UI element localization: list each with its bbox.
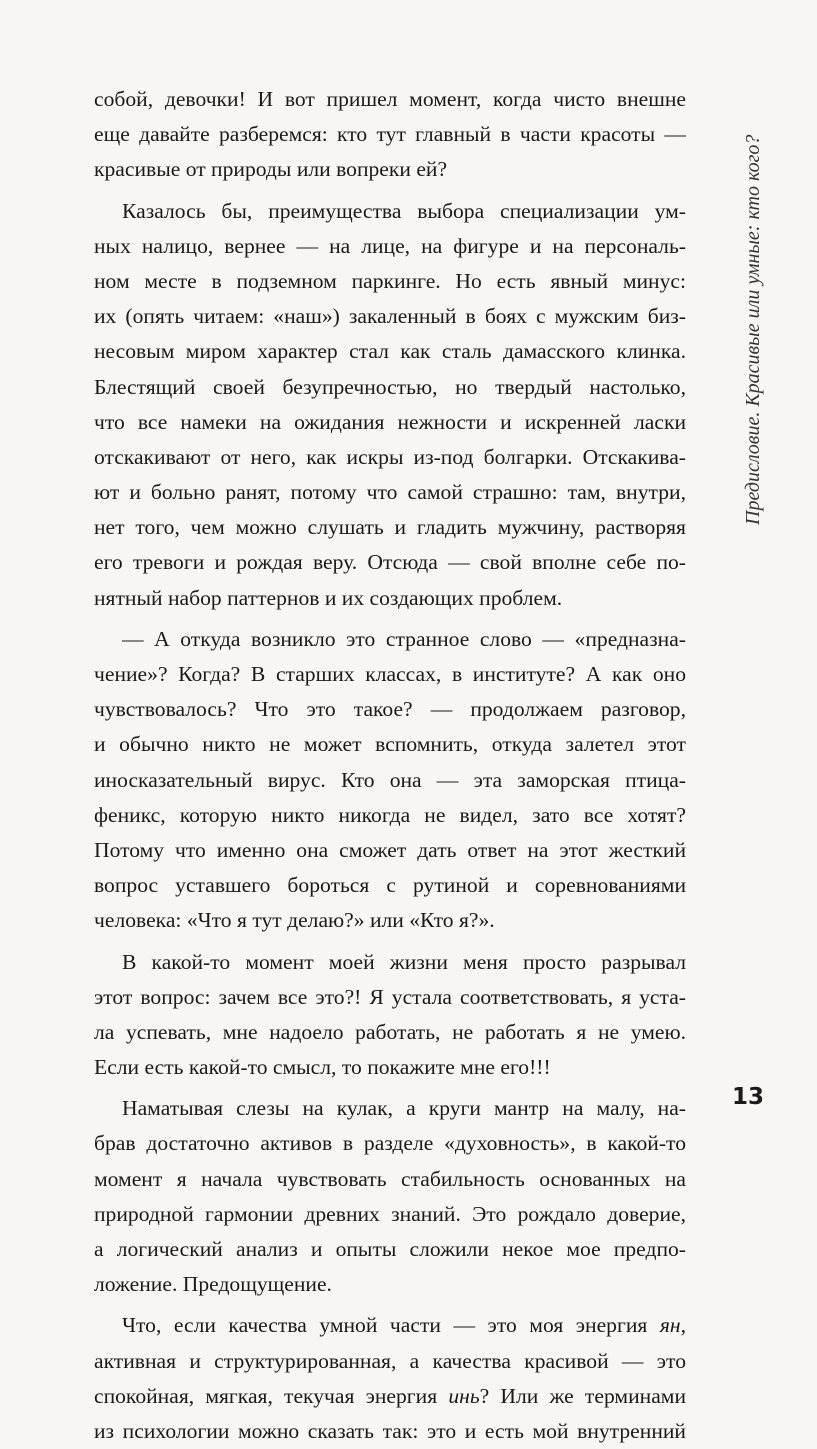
text-line: активная и структурированная, а качества красивой — это xyxy=(94,1348,686,1373)
text-line: из психологии можно сказать так: это и есть мой внутренний xyxy=(94,1418,686,1443)
paragraph xyxy=(94,1091,686,1302)
text-line: и обычно никто не может вспомнить, откуда залетел этот xyxy=(94,732,686,757)
text-line: его тревоги и рождая веру. Отсюда — свой вполне себе по- xyxy=(94,550,686,575)
italic-term-in: инь xyxy=(448,1383,480,1408)
text-line: этот вопрос: зачем все это?! Я устала соответствовать, я уста- xyxy=(94,984,686,1009)
paragraph xyxy=(94,194,686,616)
text-line xyxy=(94,1308,686,1343)
text-line: природной гармонии древних знаний. Это рождало доверие, xyxy=(94,1201,686,1226)
running-head xyxy=(742,95,764,525)
body-text xyxy=(94,82,686,1449)
text-line: Наматывая слезы на кулак, а круги мантр на малу, на- xyxy=(122,1096,686,1121)
text-line: Блестящий своей безупречностью, но твердый настолько, xyxy=(94,374,686,399)
text-line: несовым миром характер стал как сталь дамасского клинка. xyxy=(94,339,686,364)
text-line: феникс, которую никто никогда не видел, зато все хотят? xyxy=(94,802,686,827)
text-line: — А откуда возникло это странное слово — «предназна- xyxy=(122,626,686,651)
text-run: Что, если качества умной части — это моя энергия xyxy=(122,1313,660,1338)
page-number: 13 xyxy=(731,1084,764,1110)
running-head-text: Предисловие. Красивые или умные: кто кого? xyxy=(742,134,764,525)
text-line: нет того, чем можно слушать и гладить мужчину, растворяя xyxy=(94,515,686,540)
paragraph xyxy=(94,82,686,188)
text-line: чувствовалось? Что это такое? — продолжаем разговор, xyxy=(94,697,686,722)
text-line: Потому что именно она сможет дать ответ на этот жесткий xyxy=(94,837,686,862)
italic-term-yan: ян xyxy=(659,1313,681,1338)
text-line: ла успевать, мне надоело работать, не работать я не умею. xyxy=(94,1019,686,1044)
text-run: спокойная, мягкая, текучая энергия xyxy=(94,1383,449,1408)
text-line: чение»? Когда? В старших классах, в институте? А как оно xyxy=(94,662,686,686)
text-line: ном месте в подземном паркинге. Но есть явный минус: xyxy=(94,268,686,293)
text-line: В какой-то момент моей жизни меня просто разрывал xyxy=(122,949,686,974)
text-line: Казалось бы, преимущества выбора специализации ум- xyxy=(122,198,686,223)
text-line: брав достаточно активов в разделе «духовность», в какой-то xyxy=(94,1131,686,1156)
text-line: а логический анализ и опыты сложили некое мое предпо- xyxy=(94,1237,686,1261)
text-line: Если есть какой-то смысл, то покажите мне его!!! xyxy=(94,1055,551,1080)
text-line: еще давайте разберемся: кто тут главный в части красоты — xyxy=(94,122,686,147)
text-line: собой, девочки! И вот пришел момент, когда чисто внешне xyxy=(94,87,686,111)
text-line: человека: «Что я тут делаю?» или «Кто я?». xyxy=(94,908,495,933)
text-run: , xyxy=(680,1313,686,1338)
text-line: отскакивают от него, как искры из-под болгарки. Отскакива- xyxy=(94,444,686,469)
text-line: нятный набор паттернов и их создающих проблем. xyxy=(94,585,563,610)
text-line: ют и больно ранят, потому что самой страшно: там, внутри, xyxy=(94,480,686,505)
paragraph xyxy=(94,622,686,939)
text-line: что все намеки на ожидания нежности и искренней ласки xyxy=(94,409,686,434)
paragraph xyxy=(94,1308,686,1449)
text-line: иносказательный вирус. Кто она — эта заморская птица- xyxy=(94,767,686,792)
text-line: ложение. Предощущение. xyxy=(94,1272,332,1297)
text-line: момент я начала чувствовать стабильность основанных на xyxy=(94,1166,686,1191)
paragraph xyxy=(94,945,686,1086)
text-run: ? Или же терминами xyxy=(479,1383,687,1408)
text-line xyxy=(94,1379,686,1414)
text-line: вопрос уставшего бороться с рутиной и соревнованиями xyxy=(94,873,686,898)
text-line: ных налицо, вернее — на лице, на фигуре и на персональ- xyxy=(94,233,686,258)
text-line: красивые от природы или вопреки ей? xyxy=(94,157,448,182)
text-line: их (опять читаем: «наш») закаленный в боях с мужским биз- xyxy=(94,304,686,329)
